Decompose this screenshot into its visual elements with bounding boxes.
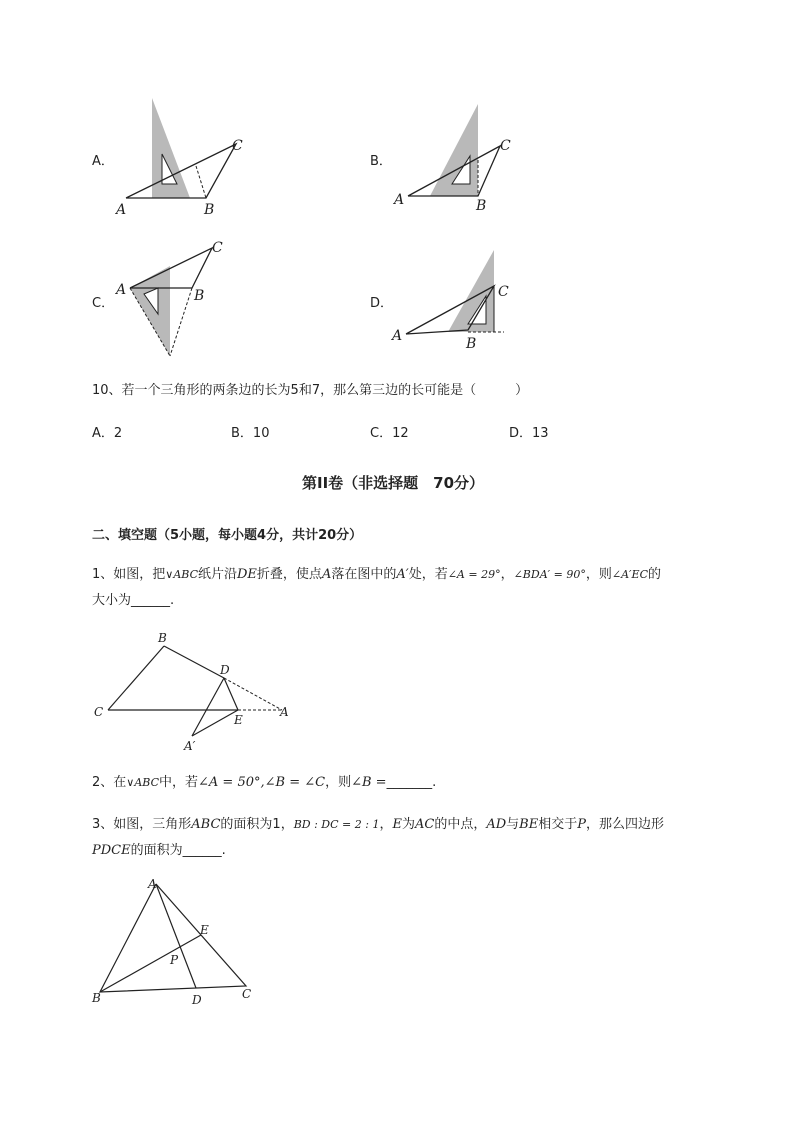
label-b: B <box>158 631 167 645</box>
math: E <box>392 817 402 832</box>
math: BD : DC = 2 : 1 <box>293 818 380 831</box>
point-a: A <box>392 328 403 344</box>
text: 1、如图，把 <box>92 567 166 582</box>
fill-q1-figure <box>90 628 310 758</box>
q10-choice-a: A．2 <box>92 426 123 441</box>
text: ，那么四边形 <box>585 817 664 832</box>
option-c-label: C． <box>92 296 115 311</box>
label-c: C <box>242 987 252 1001</box>
label-p: P <box>170 953 179 967</box>
triangle-abc <box>100 884 246 992</box>
option-a-figure <box>110 92 260 222</box>
fill-q3-line1 <box>92 814 664 836</box>
text: 的 <box>648 567 662 582</box>
text: 的中点， <box>434 817 487 832</box>
fill-blank-section-title: 二、填空题（5小题，每小题4分，共计20分） <box>92 528 363 543</box>
math: P <box>577 817 586 832</box>
fill-q2 <box>92 772 436 794</box>
text: 落在图中的 <box>331 567 397 582</box>
text: ， <box>379 817 393 832</box>
text: ，则 <box>325 775 352 790</box>
math: AC <box>414 817 435 832</box>
text: 的面积为______. <box>130 843 226 858</box>
text: 3、如图，三角形 <box>92 817 192 832</box>
math: ∠B = <box>351 775 387 790</box>
label-d: D <box>220 663 230 677</box>
text: ，则 <box>585 567 612 582</box>
point-b: B <box>194 288 205 304</box>
option-b-figure <box>390 100 530 215</box>
option-d-label: D． <box>370 296 394 311</box>
q10-choice-d: D．13 <box>509 426 549 441</box>
segment-de <box>224 678 238 710</box>
math: PDCE <box>92 843 131 858</box>
point-b: B <box>466 336 477 352</box>
segment-da-dashed <box>224 678 282 710</box>
point-c: C <box>498 284 509 300</box>
math: A <box>321 567 332 582</box>
text: 的面积为1， <box>220 817 294 832</box>
math: A′ <box>396 567 409 582</box>
text: ， <box>500 567 514 582</box>
label-c: C <box>94 705 104 719</box>
text: 中，若 <box>158 775 198 790</box>
point-c: C <box>212 240 223 256</box>
extension-dashed-2 <box>170 288 192 356</box>
text: 与 <box>506 817 520 832</box>
label-a-prime: A′ <box>184 739 196 753</box>
point-b: B <box>476 198 487 214</box>
fill-q3-figure <box>88 874 268 1014</box>
label-b: B <box>92 991 101 1005</box>
text: 纸片沿 <box>197 567 237 582</box>
segment-cb <box>108 646 164 710</box>
option-d-figure <box>390 244 520 354</box>
point-c: C <box>500 138 511 154</box>
q10-choice-c: C．12 <box>370 426 409 441</box>
fill-q3-line2 <box>92 840 226 862</box>
label-a: A <box>280 705 289 719</box>
point-a: A <box>116 202 127 218</box>
label-e: E <box>234 713 243 727</box>
segment-ad <box>156 884 196 988</box>
fill-q1-line1 <box>92 564 752 586</box>
math: ∨ABC <box>126 776 159 789</box>
text: 为 <box>401 817 415 832</box>
text: _______. <box>386 775 437 790</box>
text: 相交于 <box>538 817 578 832</box>
math: ABC <box>191 817 221 832</box>
math: AD <box>486 817 507 832</box>
triangle-abc <box>130 248 212 288</box>
label-e: E <box>200 923 209 937</box>
math: ∨ABC <box>165 568 198 581</box>
q10-stem: 10、若一个三角形的两条边的长为5和7，那么第三边的长可能是（ ） <box>92 383 529 398</box>
text: 折叠，使点 <box>256 567 322 582</box>
math: ∠A′EC <box>611 568 648 581</box>
set-square-shape <box>130 266 170 356</box>
q10-choice-b: B．10 <box>231 426 270 441</box>
math: ∠A = 50°,∠B = ∠C <box>198 775 326 790</box>
text: 2、在 <box>92 775 127 790</box>
point-b: B <box>204 202 215 218</box>
fill-q1-line2: 大小为______. <box>92 593 175 608</box>
math: ∠BDA′ = 90° <box>513 568 586 581</box>
math: ∠A = 29° <box>447 568 501 581</box>
text: 处，若 <box>408 567 448 582</box>
point-c: C <box>232 138 243 154</box>
segment-bd <box>164 646 224 678</box>
altitude-dashed <box>196 166 206 198</box>
point-a: A <box>394 192 405 208</box>
option-b-label: B． <box>370 154 392 169</box>
option-a-label: A． <box>92 154 114 169</box>
math: BE <box>519 817 539 832</box>
label-d: D <box>192 993 202 1007</box>
label-a: A <box>148 877 157 891</box>
option-c-figure <box>114 238 234 363</box>
part-two-title: 第II卷（非选择题 70分） <box>302 474 485 492</box>
math: DE <box>237 567 257 582</box>
point-a: A <box>116 282 127 298</box>
